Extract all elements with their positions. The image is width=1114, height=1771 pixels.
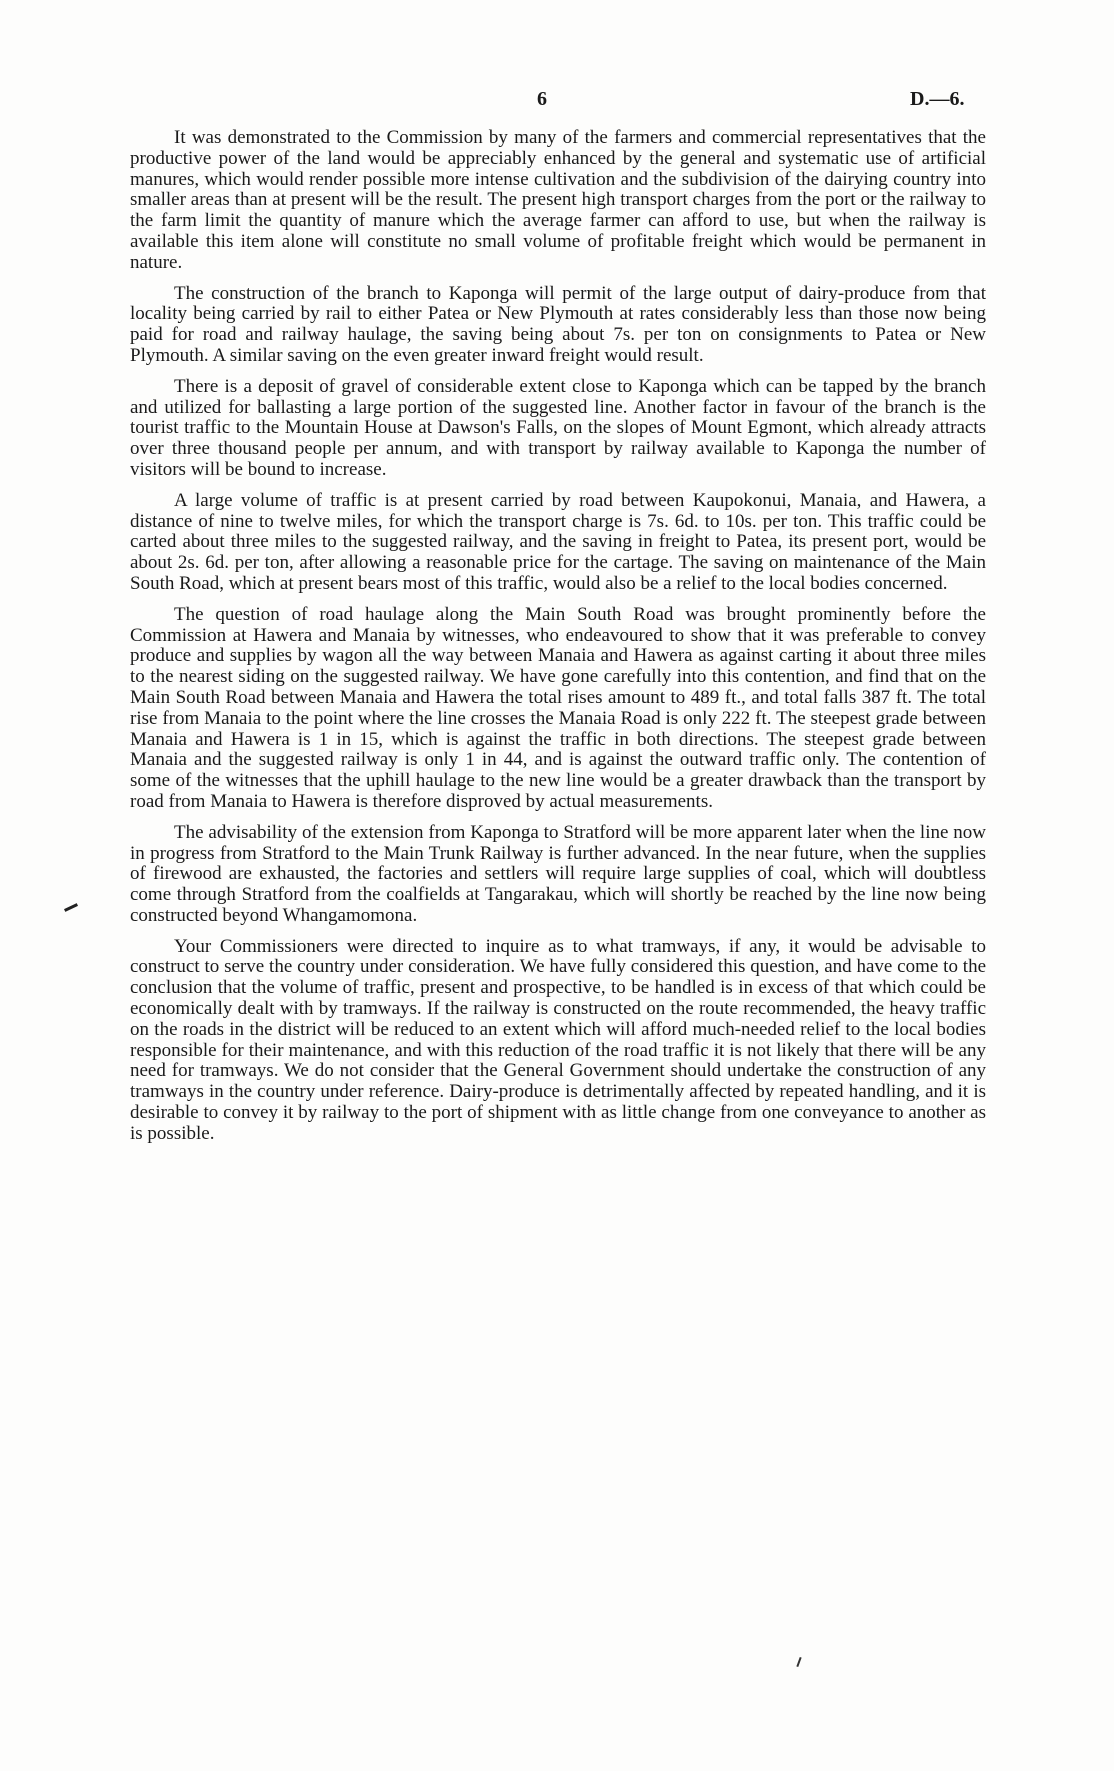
page-number: 6 bbox=[537, 88, 547, 110]
margin-mark bbox=[64, 903, 78, 912]
paragraph-tramways: Your Commissioners were directed to inquire as to what tramways, if any, it would be advisable to construct to serve the country under consideration. We have fully considered this question, and have come to the conclusion that the volume of traffic, present and prospective, to be handled is in excess of that which could be economically dealt with by tramways. If the railway is constructed on the route recommended, the heavy traffic on the roads in the district will be reduced to an extent which will afford much-needed relief to the local bodies responsible for their maintenance, and with this reduction of the road traffic it is not likely that there will be any need for tramways. We do not consider that the General Government should undertake the construction of any tramways in the country under reference. Dairy-produce is detrimentally affected by repeated handling, and it is desirable to convey it by railway to the port of shipment with as little change from one conveyance to another as is possible. bbox=[130, 935, 986, 1144]
stray-ink-mark bbox=[796, 1657, 801, 1667]
paragraph-road-traffic: A large volume of traffic is at present carried by road between Kaupokonui, Manaia, and Hawera, a distance of nine to twelve miles, for which the transport charge is 7s. 6d. to 10s. per ton. This traffic could be carted about three miles to the suggested railway, and the saving in freight to Patea, its present port, would be about 2s. 6d. per ton, after allowing a reasonable price for the cartage. The saving on maintenance of the Main South Road, which at present bears most of this traffic, would also be a relief to the local bodies concerned. bbox=[130, 489, 986, 594]
paragraph-gravel-deposit: There is a deposit of gravel of considerable extent close to Kaponga which can be tapped by the branch and utilized for ballasting a large portion of the suggested line. Another factor in favour of the branch is the tourist traffic to the Mountain House at Dawson's Falls, on the slopes of Mount Egmont, which already attracts over three thousand people per annum, and with transport by railway available to Kaponga the number of visitors will be bound to increase. bbox=[130, 375, 986, 480]
paragraph-road-haulage: The question of road haulage along the Main South Road was brought prominently before the Commission at Hawera and Manaia by witnesses, who endeavoured to show that it was preferable to convey produce and supplies by wagon all the way between Manaia and Hawera as against carting it about three miles to the nearest siding on the suggested railway. We have gone carefully into this contention, and find that on the Main South Road between Manaia and Hawera the total rises amount to 489 ft., and total falls 387 ft. The total rise from Manaia to the point where the line crosses the Manaia Road is only 222 ft. The steepest grade between Manaia and Hawera is 1 in 15, which is against the traffic in both directions. The steepest grade between Manaia and the suggested railway is only 1 in 44, and is against the outward traffic only. The contention of some of the witnesses that the uphill haulage to the new line would be a greater drawback than the transport by road from Manaia to Hawera is therefore disproved by actual measurements. bbox=[130, 603, 986, 812]
document-body bbox=[130, 128, 986, 1155]
document-reference: D.—6. bbox=[910, 88, 965, 110]
paragraph-kaponga-branch: The construction of the branch to Kaponga will permit of the large output of dairy-produce from that locality being carried by rail to either Patea or New Plymouth at rates considerably less than those now being paid for road and railway haulage, the saving being about 7s. per ton on consignments to Patea or New Plymouth. A similar saving on the even greater inward freight would result. bbox=[130, 282, 986, 366]
page-header bbox=[0, 88, 1114, 114]
paragraph-manures: It was demonstrated to the Commission by many of the farmers and commercial representatives that the productive power of the land would be appreciably enhanced by the general and systematic use of artificial manures, which would render possible more intense cultivation and the subdivision of the dairying country into smaller areas than at present will be the result. The present high transport charges from the port or the railway to the farm limit the quantity of manure which the average farmer can afford to use, but when the railway is available this item alone will constitute no small volume of profitable freight which would be permanent in nature. bbox=[130, 127, 986, 273]
paragraph-stratford-extension: The advisability of the extension from Kaponga to Stratford will be more apparent later when the line now in progress from Stratford to the Main Trunk Railway is further advanced. In the near future, when the supplies of firewood are exhausted, the factories and settlers will require large supplies of coal, which will doubtless come through Stratford from the coalfields at Tangarakau, which will shortly be reached by the line now being constructed beyond Whangamomona. bbox=[130, 821, 986, 926]
